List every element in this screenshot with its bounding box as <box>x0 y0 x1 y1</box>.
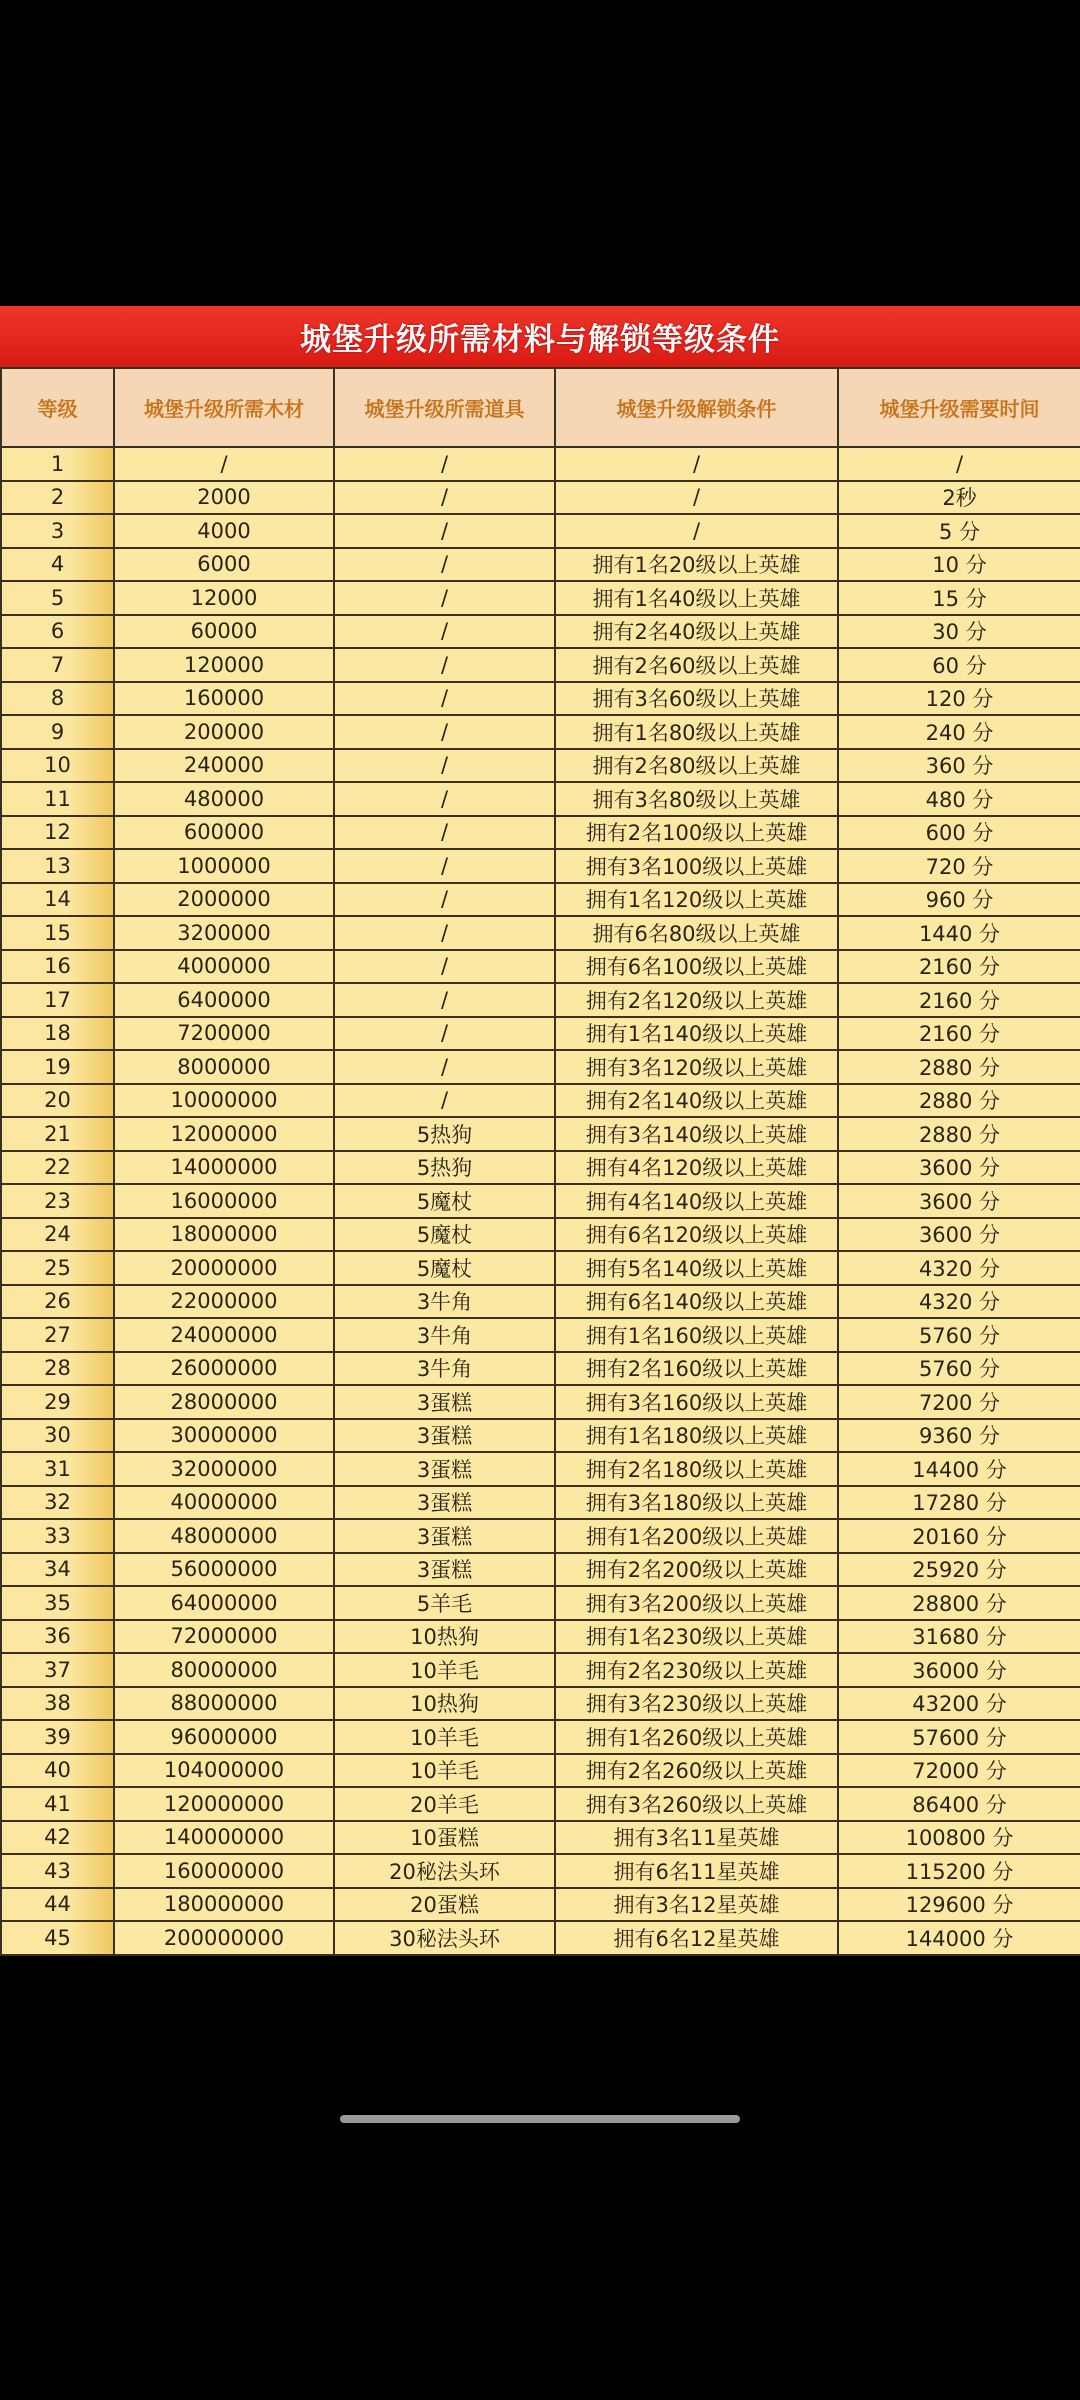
wood-cell: 48000000 <box>114 1519 334 1553</box>
time-cell: 2880 分 <box>838 1117 1080 1151</box>
unlock-condition-cell: / <box>555 447 838 481</box>
time-cell: 100800 分 <box>838 1821 1080 1855</box>
wood-cell: 6400000 <box>114 983 334 1017</box>
table-row <box>1 1553 1080 1587</box>
level-cell: 32 <box>1 1486 114 1520</box>
time-cell: 72000 分 <box>838 1754 1080 1788</box>
level-cell: 35 <box>1 1586 114 1620</box>
items-cell: / <box>334 849 555 883</box>
wood-cell: 56000000 <box>114 1553 334 1587</box>
unlock-condition-cell: 拥有1名160级以上英雄 <box>555 1318 838 1352</box>
time-cell: 31680 分 <box>838 1620 1080 1654</box>
time-cell: 5760 分 <box>838 1352 1080 1386</box>
unlock-condition-cell: 拥有1名40级以上英雄 <box>555 581 838 615</box>
items-cell: / <box>334 548 555 582</box>
level-cell: 17 <box>1 983 114 1017</box>
unlock-condition-cell: 拥有2名260级以上英雄 <box>555 1754 838 1788</box>
items-cell: / <box>334 1017 555 1051</box>
items-cell: 3牛角 <box>334 1318 555 1352</box>
level-cell: 15 <box>1 916 114 950</box>
time-cell: 86400 分 <box>838 1787 1080 1821</box>
time-cell: 43200 分 <box>838 1687 1080 1721</box>
table-row <box>1 1821 1080 1855</box>
items-cell: / <box>334 1050 555 1084</box>
table-row <box>1 983 1080 1017</box>
table-row <box>1 1184 1080 1218</box>
unlock-condition-cell: 拥有2名230级以上英雄 <box>555 1653 838 1687</box>
wood-cell: 12000000 <box>114 1117 334 1151</box>
time-cell: 57600 分 <box>838 1720 1080 1754</box>
items-cell: 5魔杖 <box>334 1251 555 1285</box>
table-row <box>1 782 1080 816</box>
items-cell: / <box>334 916 555 950</box>
wood-cell: 3200000 <box>114 916 334 950</box>
time-cell: 2880 分 <box>838 1084 1080 1118</box>
time-cell: 2秒 <box>838 481 1080 515</box>
items-cell: 10羊毛 <box>334 1653 555 1687</box>
castle-upgrade-table-image <box>0 306 1080 1956</box>
time-cell: 720 分 <box>838 849 1080 883</box>
table-row <box>1 749 1080 783</box>
time-cell: 3600 分 <box>838 1184 1080 1218</box>
unlock-condition-cell: 拥有5名140级以上英雄 <box>555 1251 838 1285</box>
level-cell: 34 <box>1 1553 114 1587</box>
unlock-condition-cell: 拥有2名140级以上英雄 <box>555 1084 838 1118</box>
table-row <box>1 1285 1080 1319</box>
unlock-condition-cell: 拥有1名80级以上英雄 <box>555 715 838 749</box>
wood-cell: 2000 <box>114 481 334 515</box>
level-cell: 40 <box>1 1754 114 1788</box>
items-cell: / <box>334 782 555 816</box>
wood-cell: 18000000 <box>114 1218 334 1252</box>
time-cell: 30 分 <box>838 615 1080 649</box>
items-cell: / <box>334 816 555 850</box>
level-cell: 33 <box>1 1519 114 1553</box>
level-cell: 25 <box>1 1251 114 1285</box>
wood-cell: 160000000 <box>114 1854 334 1888</box>
unlock-condition-cell: 拥有3名120级以上英雄 <box>555 1050 838 1084</box>
unlock-condition-cell: 拥有2名160级以上英雄 <box>555 1352 838 1386</box>
items-cell: 10羊毛 <box>334 1754 555 1788</box>
level-cell: 23 <box>1 1184 114 1218</box>
items-cell: / <box>334 481 555 515</box>
items-cell: 10羊毛 <box>334 1720 555 1754</box>
wood-cell: 10000000 <box>114 1084 334 1118</box>
wood-cell: 96000000 <box>114 1720 334 1754</box>
items-cell: 5热狗 <box>334 1117 555 1151</box>
wood-cell: 200000000 <box>114 1921 334 1955</box>
level-cell: 14 <box>1 883 114 917</box>
level-cell: 9 <box>1 715 114 749</box>
table-row <box>1 615 1080 649</box>
time-cell: 10 分 <box>838 548 1080 582</box>
table-row <box>1 648 1080 682</box>
time-cell: 240 分 <box>838 715 1080 749</box>
items-cell: 10热狗 <box>334 1620 555 1654</box>
wood-cell: 20000000 <box>114 1251 334 1285</box>
level-cell: 12 <box>1 816 114 850</box>
wood-cell: 4000 <box>114 514 334 548</box>
level-cell: 39 <box>1 1720 114 1754</box>
home-indicator[interactable] <box>340 2115 740 2123</box>
table-row <box>1 514 1080 548</box>
unlock-condition-cell: 拥有3名160级以上英雄 <box>555 1385 838 1419</box>
table-row <box>1 1888 1080 1922</box>
wood-cell: 4000000 <box>114 950 334 984</box>
unlock-condition-cell: 拥有2名40级以上英雄 <box>555 615 838 649</box>
items-cell: 3蛋糕 <box>334 1419 555 1453</box>
unlock-condition-cell: 拥有1名140级以上英雄 <box>555 1017 838 1051</box>
header-row <box>1 368 1080 447</box>
wood-cell: 120000 <box>114 648 334 682</box>
table-row <box>1 1787 1080 1821</box>
table-row <box>1 1854 1080 1888</box>
wood-cell: 64000000 <box>114 1586 334 1620</box>
items-cell: 3蛋糕 <box>334 1519 555 1553</box>
table-row <box>1 1218 1080 1252</box>
unlock-condition-cell: 拥有3名100级以上英雄 <box>555 849 838 883</box>
unlock-condition-cell: 拥有1名260级以上英雄 <box>555 1720 838 1754</box>
level-cell: 43 <box>1 1854 114 1888</box>
table-row <box>1 849 1080 883</box>
level-cell: 18 <box>1 1017 114 1051</box>
unlock-condition-cell: 拥有3名260级以上英雄 <box>555 1787 838 1821</box>
level-cell: 24 <box>1 1218 114 1252</box>
table-row <box>1 682 1080 716</box>
level-cell: 42 <box>1 1821 114 1855</box>
items-cell: 3蛋糕 <box>334 1486 555 1520</box>
table-row <box>1 1653 1080 1687</box>
unlock-condition-cell: 拥有3名11星英雄 <box>555 1821 838 1855</box>
items-cell: 3蛋糕 <box>334 1385 555 1419</box>
unlock-condition-cell: 拥有1名120级以上英雄 <box>555 883 838 917</box>
table-row <box>1 1921 1080 1955</box>
items-cell: 3牛角 <box>334 1285 555 1319</box>
wood-cell: 72000000 <box>114 1620 334 1654</box>
unlock-condition-cell: 拥有6名80级以上英雄 <box>555 916 838 950</box>
unlock-condition-cell: 拥有2名200级以上英雄 <box>555 1553 838 1587</box>
time-cell: 120 分 <box>838 682 1080 716</box>
unlock-condition-cell: 拥有6名120级以上英雄 <box>555 1218 838 1252</box>
time-cell: 20160 分 <box>838 1519 1080 1553</box>
table-title: 城堡升级所需材料与解锁等级条件 <box>0 306 1080 367</box>
time-cell: 144000 分 <box>838 1921 1080 1955</box>
table-row <box>1 1017 1080 1051</box>
level-cell: 10 <box>1 749 114 783</box>
level-cell: 1 <box>1 447 114 481</box>
wood-cell: 120000000 <box>114 1787 334 1821</box>
items-cell: 10蛋糕 <box>334 1821 555 1855</box>
time-cell: 115200 分 <box>838 1854 1080 1888</box>
unlock-condition-cell: 拥有6名11星英雄 <box>555 1854 838 1888</box>
wood-cell: 140000000 <box>114 1821 334 1855</box>
unlock-condition-cell: 拥有3名12星英雄 <box>555 1888 838 1922</box>
level-cell: 13 <box>1 849 114 883</box>
level-cell: 41 <box>1 1787 114 1821</box>
time-cell: 129600 分 <box>838 1888 1080 1922</box>
header-level: 等级 <box>1 368 114 447</box>
time-cell: 4320 分 <box>838 1251 1080 1285</box>
wood-cell: 240000 <box>114 749 334 783</box>
table-row <box>1 1620 1080 1654</box>
items-cell: 20蛋糕 <box>334 1888 555 1922</box>
items-cell: 20羊毛 <box>334 1787 555 1821</box>
table-row <box>1 1519 1080 1553</box>
level-cell: 3 <box>1 514 114 548</box>
table-row <box>1 548 1080 582</box>
items-cell: / <box>334 648 555 682</box>
items-cell: / <box>334 581 555 615</box>
table-row <box>1 1050 1080 1084</box>
table-row <box>1 950 1080 984</box>
unlock-condition-cell: 拥有3名230级以上英雄 <box>555 1687 838 1721</box>
level-cell: 26 <box>1 1285 114 1319</box>
wood-cell: 200000 <box>114 715 334 749</box>
wood-cell: 16000000 <box>114 1184 334 1218</box>
table-row <box>1 1117 1080 1151</box>
unlock-condition-cell: 拥有3名60级以上英雄 <box>555 682 838 716</box>
wood-cell: 180000000 <box>114 1888 334 1922</box>
unlock-condition-cell: 拥有2名120级以上英雄 <box>555 983 838 1017</box>
unlock-condition-cell: 拥有2名60级以上英雄 <box>555 648 838 682</box>
table-row <box>1 715 1080 749</box>
level-cell: 30 <box>1 1419 114 1453</box>
level-cell: 27 <box>1 1318 114 1352</box>
wood-cell: / <box>114 447 334 481</box>
level-cell: 16 <box>1 950 114 984</box>
table-row <box>1 581 1080 615</box>
wood-cell: 80000000 <box>114 1653 334 1687</box>
table-row <box>1 883 1080 917</box>
wood-cell: 6000 <box>114 548 334 582</box>
level-cell: 7 <box>1 648 114 682</box>
time-cell: 28800 分 <box>838 1586 1080 1620</box>
items-cell: / <box>334 715 555 749</box>
level-cell: 37 <box>1 1653 114 1687</box>
unlock-condition-cell: 拥有3名180级以上英雄 <box>555 1486 838 1520</box>
items-cell: / <box>334 514 555 548</box>
level-cell: 11 <box>1 782 114 816</box>
wood-cell: 8000000 <box>114 1050 334 1084</box>
time-cell: 14400 分 <box>838 1452 1080 1486</box>
items-cell: / <box>334 447 555 481</box>
wood-cell: 32000000 <box>114 1452 334 1486</box>
unlock-condition-cell: / <box>555 514 838 548</box>
level-cell: 44 <box>1 1888 114 1922</box>
level-cell: 36 <box>1 1620 114 1654</box>
upgrade-table <box>0 367 1080 1956</box>
wood-cell: 40000000 <box>114 1486 334 1520</box>
time-cell: 1440 分 <box>838 916 1080 950</box>
time-cell: 480 分 <box>838 782 1080 816</box>
items-cell: 3牛角 <box>334 1352 555 1386</box>
wood-cell: 160000 <box>114 682 334 716</box>
time-cell: 2880 分 <box>838 1050 1080 1084</box>
time-cell: 17280 分 <box>838 1486 1080 1520</box>
table-row <box>1 1352 1080 1386</box>
time-cell: 2160 分 <box>838 950 1080 984</box>
unlock-condition-cell: 拥有6名100级以上英雄 <box>555 950 838 984</box>
unlock-condition-cell: 拥有6名12星英雄 <box>555 1921 838 1955</box>
time-cell: 25920 分 <box>838 1553 1080 1587</box>
unlock-condition-cell: 拥有4名140级以上英雄 <box>555 1184 838 1218</box>
unlock-condition-cell: / <box>555 481 838 515</box>
wood-cell: 7200000 <box>114 1017 334 1051</box>
unlock-condition-cell: 拥有1名20级以上英雄 <box>555 548 838 582</box>
time-cell: 960 分 <box>838 883 1080 917</box>
unlock-condition-cell: 拥有1名230级以上英雄 <box>555 1620 838 1654</box>
wood-cell: 480000 <box>114 782 334 816</box>
unlock-condition-cell: 拥有2名80级以上英雄 <box>555 749 838 783</box>
unlock-condition-cell: 拥有3名200级以上英雄 <box>555 1586 838 1620</box>
time-cell: 2160 分 <box>838 1017 1080 1051</box>
time-cell: 9360 分 <box>838 1419 1080 1453</box>
level-cell: 4 <box>1 548 114 582</box>
level-cell: 38 <box>1 1687 114 1721</box>
header-items: 城堡升级所需道具 <box>334 368 555 447</box>
level-cell: 5 <box>1 581 114 615</box>
level-cell: 31 <box>1 1452 114 1486</box>
wood-cell: 88000000 <box>114 1687 334 1721</box>
items-cell: 5羊毛 <box>334 1586 555 1620</box>
items-cell: / <box>334 950 555 984</box>
level-cell: 2 <box>1 481 114 515</box>
table-row <box>1 447 1080 481</box>
wood-cell: 2000000 <box>114 883 334 917</box>
header-time: 城堡升级需要时间 <box>838 368 1080 447</box>
level-cell: 8 <box>1 682 114 716</box>
items-cell: / <box>334 615 555 649</box>
wood-cell: 28000000 <box>114 1385 334 1419</box>
unlock-condition-cell: 拥有3名140级以上英雄 <box>555 1117 838 1151</box>
header-unlock-condition: 城堡升级解锁条件 <box>555 368 838 447</box>
unlock-condition-cell: 拥有1名200级以上英雄 <box>555 1519 838 1553</box>
level-cell: 29 <box>1 1385 114 1419</box>
items-cell: / <box>334 1084 555 1118</box>
wood-cell: 12000 <box>114 581 334 615</box>
time-cell: 2160 分 <box>838 983 1080 1017</box>
level-cell: 45 <box>1 1921 114 1955</box>
time-cell: 60 分 <box>838 648 1080 682</box>
table-row <box>1 1151 1080 1185</box>
items-cell: 3蛋糕 <box>334 1553 555 1587</box>
level-cell: 20 <box>1 1084 114 1118</box>
level-cell: 28 <box>1 1352 114 1386</box>
items-cell: / <box>334 883 555 917</box>
table-row <box>1 816 1080 850</box>
wood-cell: 600000 <box>114 816 334 850</box>
time-cell: 4320 分 <box>838 1285 1080 1319</box>
header-wood: 城堡升级所需木材 <box>114 368 334 447</box>
table-row <box>1 1385 1080 1419</box>
table-row <box>1 916 1080 950</box>
table-row <box>1 1318 1080 1352</box>
table-row <box>1 1754 1080 1788</box>
unlock-condition-cell: 拥有3名80级以上英雄 <box>555 782 838 816</box>
table-row <box>1 1084 1080 1118</box>
unlock-condition-cell: 拥有2名100级以上英雄 <box>555 816 838 850</box>
table-row <box>1 1586 1080 1620</box>
table-row <box>1 1419 1080 1453</box>
level-cell: 22 <box>1 1151 114 1185</box>
level-cell: 21 <box>1 1117 114 1151</box>
wood-cell: 60000 <box>114 615 334 649</box>
time-cell: 600 分 <box>838 816 1080 850</box>
time-cell: 3600 分 <box>838 1218 1080 1252</box>
wood-cell: 30000000 <box>114 1419 334 1453</box>
table-row <box>1 1687 1080 1721</box>
wood-cell: 104000000 <box>114 1754 334 1788</box>
unlock-condition-cell: 拥有1名180级以上英雄 <box>555 1419 838 1453</box>
items-cell: 10热狗 <box>334 1687 555 1721</box>
time-cell: 3600 分 <box>838 1151 1080 1185</box>
wood-cell: 24000000 <box>114 1318 334 1352</box>
items-cell: / <box>334 749 555 783</box>
table-row <box>1 1486 1080 1520</box>
items-cell: / <box>334 682 555 716</box>
unlock-condition-cell: 拥有4名120级以上英雄 <box>555 1151 838 1185</box>
items-cell: 20秘法头环 <box>334 1854 555 1888</box>
time-cell: 360 分 <box>838 749 1080 783</box>
unlock-condition-cell: 拥有2名180级以上英雄 <box>555 1452 838 1486</box>
level-cell: 19 <box>1 1050 114 1084</box>
items-cell: 3蛋糕 <box>334 1452 555 1486</box>
table-row <box>1 1452 1080 1486</box>
items-cell: 5魔杖 <box>334 1184 555 1218</box>
table-row <box>1 481 1080 515</box>
items-cell: / <box>334 983 555 1017</box>
wood-cell: 14000000 <box>114 1151 334 1185</box>
table-row <box>1 1251 1080 1285</box>
time-cell: 36000 分 <box>838 1653 1080 1687</box>
wood-cell: 1000000 <box>114 849 334 883</box>
time-cell: 7200 分 <box>838 1385 1080 1419</box>
time-cell: 5760 分 <box>838 1318 1080 1352</box>
time-cell: / <box>838 447 1080 481</box>
time-cell: 5 分 <box>838 514 1080 548</box>
unlock-condition-cell: 拥有6名140级以上英雄 <box>555 1285 838 1319</box>
items-cell: 30秘法头环 <box>334 1921 555 1955</box>
time-cell: 15 分 <box>838 581 1080 615</box>
table-row <box>1 1720 1080 1754</box>
level-cell: 6 <box>1 615 114 649</box>
items-cell: 5热狗 <box>334 1151 555 1185</box>
items-cell: 5魔杖 <box>334 1218 555 1252</box>
wood-cell: 26000000 <box>114 1352 334 1386</box>
wood-cell: 22000000 <box>114 1285 334 1319</box>
